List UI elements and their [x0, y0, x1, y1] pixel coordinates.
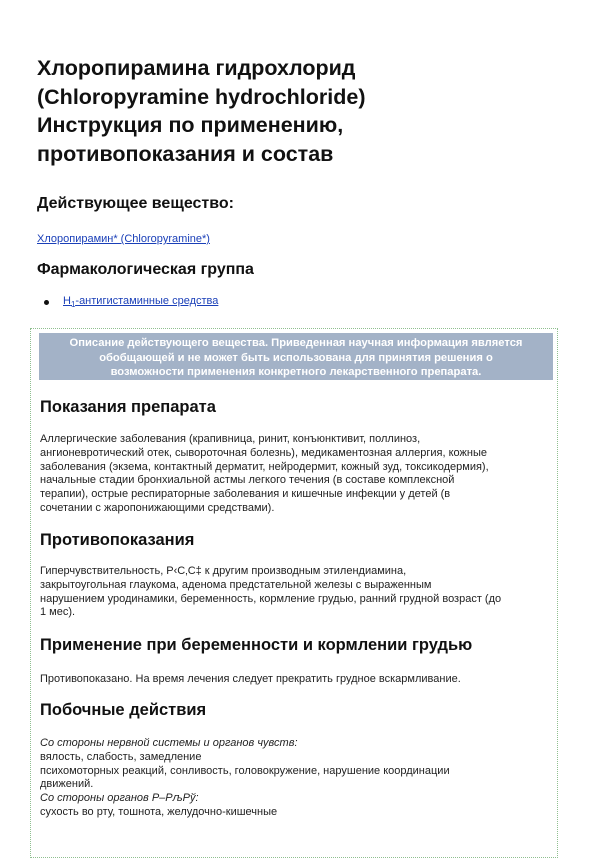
pregnancy-text	[40, 673, 556, 687]
description-box	[30, 328, 558, 858]
contraindications-text	[40, 565, 556, 620]
side-effects-text-2	[40, 792, 556, 820]
text-line: Гиперчувствительность, Р‹С‚С‡ к другим производным этилендиамина,	[40, 565, 407, 577]
link-suffix: -антигистаминные средства	[75, 295, 219, 307]
text-line: Аллергические заболевания (крапивница, ринит, конъюнктивит, поллиноз,	[40, 433, 421, 445]
notice-line: Описание действующего вещества. Приведенная научная информация является	[69, 337, 523, 349]
side-effects-detail: сухость во рту, тошнота, желудочно-кишечные	[40, 805, 278, 818]
title-line: Инструкция по применению,	[37, 113, 344, 137]
title-line: (Chloropyramine hydrochloride)	[37, 84, 366, 109]
title-line: противопоказания и состав	[37, 141, 334, 166]
text-line: 1 мес).	[40, 606, 76, 619]
indications-text	[40, 433, 556, 516]
active-substance-heading: Действующее вещество:	[37, 195, 234, 212]
notice-line: возможности применения конкретного лекарственного препарата.	[110, 366, 482, 378]
contraindications-heading: Противопоказания	[40, 531, 195, 549]
pregnancy-heading: Применение при беременности и кормлении грудью	[40, 636, 473, 654]
text-line	[40, 792, 556, 820]
text-line: ангионевротический отек, сывороточная болезнь), медикаментозная аллергия, кожные	[40, 446, 487, 459]
bullet-icon	[44, 300, 49, 305]
link-prefix: H	[63, 295, 71, 307]
indications-heading: Показания препарата	[40, 398, 216, 416]
link-subscript: 1	[70, 300, 76, 310]
text-line: терапии), острые респираторные заболевания и кишечные инфекции у детей (в	[40, 488, 451, 501]
side-effects-heading: Побочные действия	[40, 701, 207, 719]
pharm-group-heading: Фармакологическая группа	[37, 261, 254, 278]
text-line	[40, 737, 556, 765]
text-line: Противопоказано. На время лечения следует прекратить грудное вскармливание.	[40, 673, 461, 685]
text-line: нарушением уродинамики, беременность, кормление грудью, ранний грудной возраст (до	[40, 592, 502, 605]
list-item	[44, 295, 218, 309]
text-line: движений.	[40, 778, 94, 791]
side-effects-category: Со стороны органов Р–РљРў:	[40, 792, 199, 804]
text-line: начальные стадии бронхиальной астмы легкого течения (в составе комплексной	[40, 474, 455, 487]
disclaimer-notice	[39, 333, 553, 380]
text-line: закрытоугольная глаукома, аденома предстательной железы с выраженным	[40, 578, 432, 591]
pharm-group-list	[44, 295, 218, 309]
notice-line: обобщающей и не может быть использована для принятия решения о	[99, 351, 493, 364]
title-line: Хлоропирамина гидрохлорид	[37, 56, 356, 80]
pharm-group-link[interactable]	[63, 295, 218, 309]
page-title	[37, 54, 557, 168]
side-effects-category: Со стороны нервной системы и органов чувств:	[40, 737, 298, 749]
side-effects-text	[40, 737, 556, 792]
text-line: сочетании с жаропонижающими средствами).	[40, 501, 275, 514]
active-substance-link[interactable]: Хлоропирамин* (Chloropyramine*)	[37, 233, 210, 245]
side-effects-detail: вялость, слабость, замедление	[40, 750, 202, 763]
text-line: заболевания (экзема, контактный дерматит, нейродермит, кожный зуд, токсикодермия),	[40, 460, 489, 473]
text-line: психомоторных реакций, сонливость, головокружение, нарушение координации	[40, 764, 450, 777]
